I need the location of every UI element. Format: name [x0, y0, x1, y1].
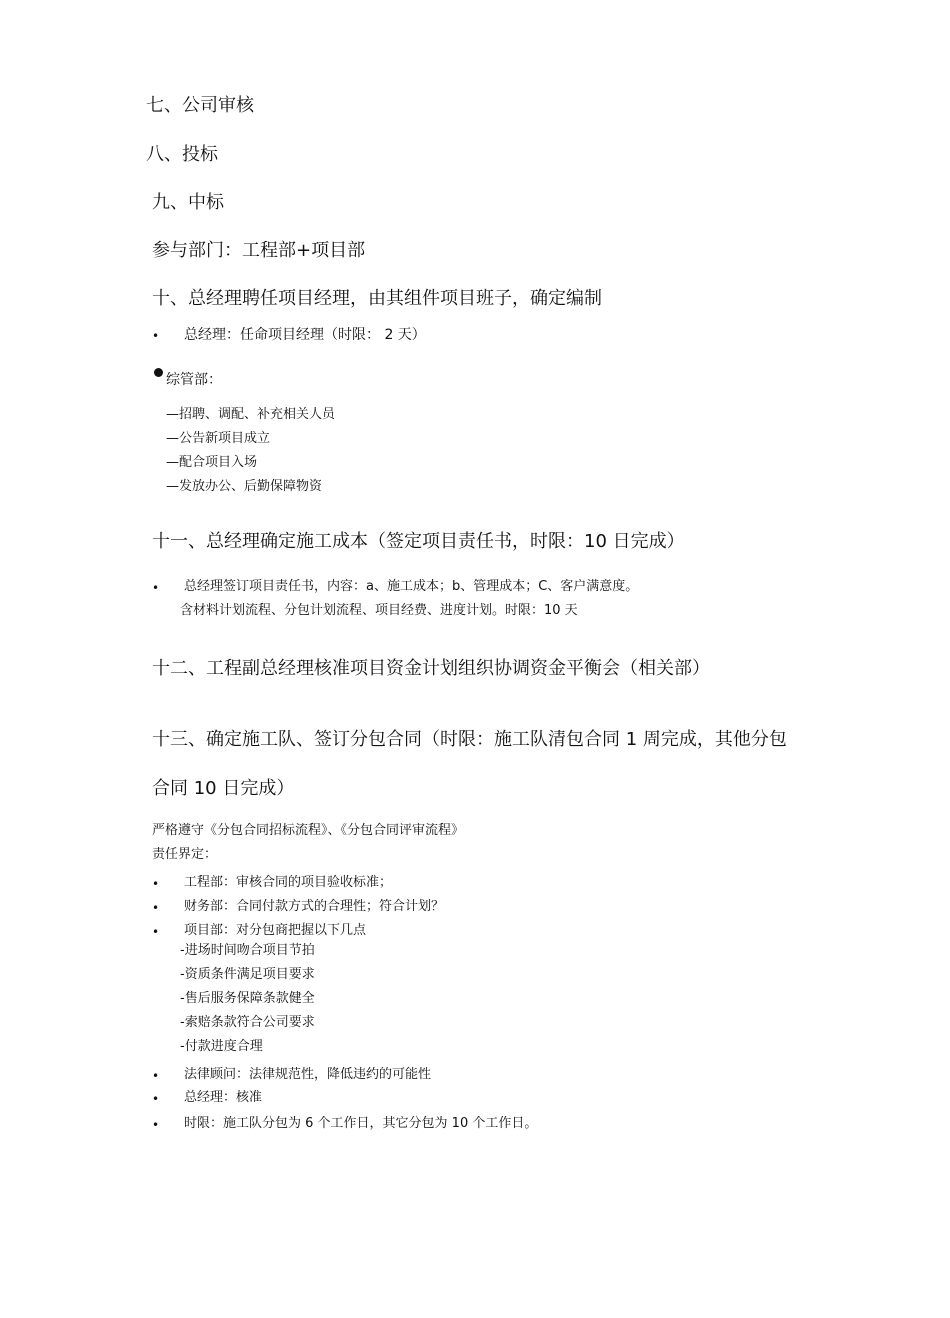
- heading-s13-line-1: 十三、确定施工队、签订分包合同（时限：施工队清包合同 1 周完成，其他分包: [152, 729, 787, 750]
- bullet-icon: •: [152, 925, 160, 939]
- s13-bullet-4: 法律顾问：法律规范性，降低违约的可能性: [184, 1067, 432, 1082]
- s13-sub-item: -付款进度合理: [180, 1039, 263, 1054]
- s13-paragraph-1: 严格遵守《分包合同招标流程》、《分包合同评审流程》: [152, 823, 465, 838]
- bullet-icon: •: [152, 1118, 160, 1132]
- bullet-icon: •: [152, 901, 160, 915]
- heading-s8: 八、投标: [146, 144, 218, 165]
- bullet-icon: •: [152, 1092, 160, 1106]
- s10-item: —招聘、调配、补充相关人员: [166, 407, 336, 422]
- s13-paragraph-2: 责任界定：: [152, 847, 218, 862]
- heading-s7: 七、公司审核: [146, 95, 254, 116]
- bullet-icon: •: [152, 329, 160, 343]
- bullet-icon: •: [152, 581, 160, 595]
- heading-s10: 十、总经理聘任项目经理，由其组件项目班子，确定编制: [152, 288, 602, 309]
- s13-bullet-5: 总经理：核准: [184, 1090, 263, 1105]
- s13-sub-item: -资质条件满足项目要求: [180, 967, 315, 982]
- s13-sub-item: -售后服务保障条款健全: [180, 991, 315, 1006]
- bullet-icon: •: [152, 1069, 160, 1083]
- s11-bullet-1: 总经理签订项目责任书，内容：a、施工成本；b、管理成本；C、客户满意度。: [184, 579, 639, 594]
- s10-item: —公告新项目成立: [166, 431, 271, 446]
- s13-bullet-3: 项目部：对分包商把握以下几点: [184, 923, 367, 938]
- s13-sub-item: -进场时间吻合项目节拍: [180, 943, 315, 958]
- s10-item: —配合项目入场: [166, 455, 258, 470]
- s13-bullet-6: 时限：施工队分包为 6 个工作日，其它分包为 10 个工作日。: [184, 1116, 538, 1131]
- s11-bullet-1-cont: 含材料计划流程、分包计划流程、项目经费、进度计划。时限：10 天: [180, 603, 578, 618]
- heading-s13-line-2: 合同 10 日完成）: [152, 778, 295, 799]
- heading-s9: 九、中标: [152, 192, 224, 213]
- s10-item: —发放办公、后勤保障物资: [166, 479, 323, 494]
- bullet-icon: •: [152, 877, 160, 891]
- heading-s12: 十二、工程副总经理核准项目资金计划组织协调资金平衡会（相关部）: [152, 658, 710, 679]
- dept-line: 参与部门：工程部+项目部: [152, 240, 366, 261]
- s10-bullet-1: 总经理：任命项目经理（时限： 2 天）: [184, 327, 426, 343]
- heading-s11: 十一、总经理确定施工成本（签定项目责任书，时限：10 日完成）: [152, 531, 685, 552]
- large-bullet-icon: [154, 368, 163, 377]
- s13-bullet-1: 工程部：审核合同的项目验收标准；: [184, 875, 393, 890]
- s10-bullet-2: 综管部：: [166, 372, 222, 388]
- s13-bullet-2: 财务部：合同付款方式的合理性；符合计划？: [184, 899, 445, 914]
- s13-sub-item: -索赔条款符合公司要求: [180, 1015, 315, 1030]
